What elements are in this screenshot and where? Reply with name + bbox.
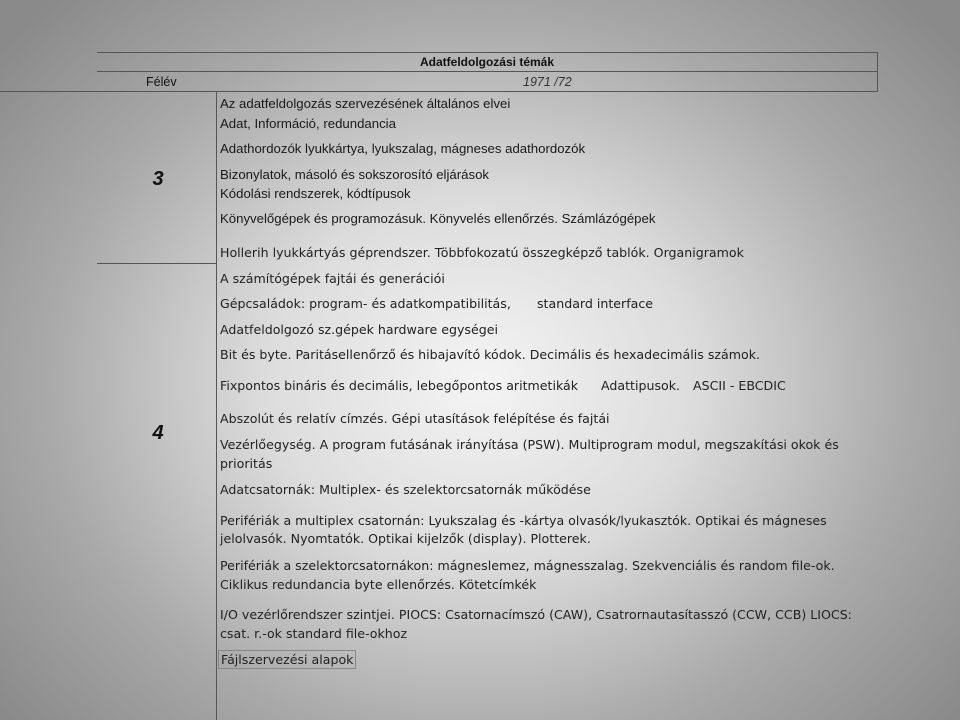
topic-line: I/O vezérlőrendszer szintjei. PIOCS: Csatornacímszó (CAW), Csatrornautasítasszó (CCW, CCB) LIOCS:: [220, 607, 852, 622]
column-divider: [216, 92, 217, 720]
topic-line: Abszolút és relatív címzés. Gépi utasítások felépítése és fajtái: [220, 411, 610, 426]
topic-line: Bit és byte. Paritásellenőrző és hibajavító kódok. Decimális és hexadecimális számok.: [220, 347, 760, 362]
topic-line: Vezérlőegység. A program futásának irányítása (PSW). Multiprogram modul, megszakítási okok és: [220, 437, 839, 452]
topic-line: Fixpontos bináris és decimális, lebegőpontos aritmetikák: [220, 378, 579, 393]
topic-line: Adatfeldolgozó sz.gépek hardware egységei: [220, 322, 498, 337]
topic-line: Az adatfeldolgozás szervezésének általános elvei: [220, 96, 511, 111]
topic-line: Perifériák a multiplex csatornán: Lyukszalag és -kártya olvasók/lyukasztók. Optikai és mágneses: [220, 513, 827, 528]
topic-line: csat. r.-ok standard file-okhoz: [220, 626, 408, 641]
topic-line: Könyvelőgépek és programozásuk. Könyvelés ellenőrzés. Számlázógépek: [220, 211, 656, 226]
topic-line: Ciklikus redundancia byte ellenőrzés. Kötetcímkék: [220, 577, 537, 592]
semester-divider: [97, 263, 217, 264]
topic-line: Gépcsaládok: program- és adatkompatibilitás,: [220, 296, 511, 311]
header-row: [0, 72, 878, 92]
topic-line: Kódolási rendszerek, kódtípusok: [220, 186, 411, 201]
semester-3-label: 3: [152, 168, 164, 190]
topic-line: ASCII - EBCDIC: [693, 378, 786, 393]
topic-line: Bizonylatok, másoló és sokszorosító eljárások: [220, 167, 489, 182]
topic-line: A számítógépek fajtái és generációi: [220, 271, 445, 286]
page-title: Adatfeldolgozási témák: [419, 55, 555, 69]
school-year: 1971 /72: [523, 75, 572, 89]
topic-line: Hollerih lyukkártyás géprendszer. Többfokozatú összegképző tablók. Organigramok: [220, 245, 744, 260]
semester-4-label: 4: [152, 422, 164, 444]
topic-line: standard interface: [537, 296, 654, 311]
topic-line: Adathordozók lyukkártya, lyukszalag, mágneses adathordozók: [220, 141, 586, 156]
topic-line-selected: Fájlszervezési alapok: [218, 650, 356, 669]
topic-line: Adatcsatornák: Multiplex- és szelektorcsatornák működése: [220, 482, 591, 497]
title-bar: [97, 52, 878, 72]
semester-column-header: Félév: [146, 75, 177, 89]
topic-line: jelolvasók. Nyomtatók. Optikai kijelzők (display). Plotterek.: [220, 531, 591, 546]
topic-line: Adattipusok.: [601, 378, 681, 393]
topic-line: Perifériák a szelektorcsatornákon: mágneslemez, mágnesszalag. Szekvenciális és random file-ok.: [220, 558, 835, 573]
topic-line: Adat, Információ, redundancia: [220, 116, 396, 131]
topic-line: prioritás: [220, 456, 273, 471]
